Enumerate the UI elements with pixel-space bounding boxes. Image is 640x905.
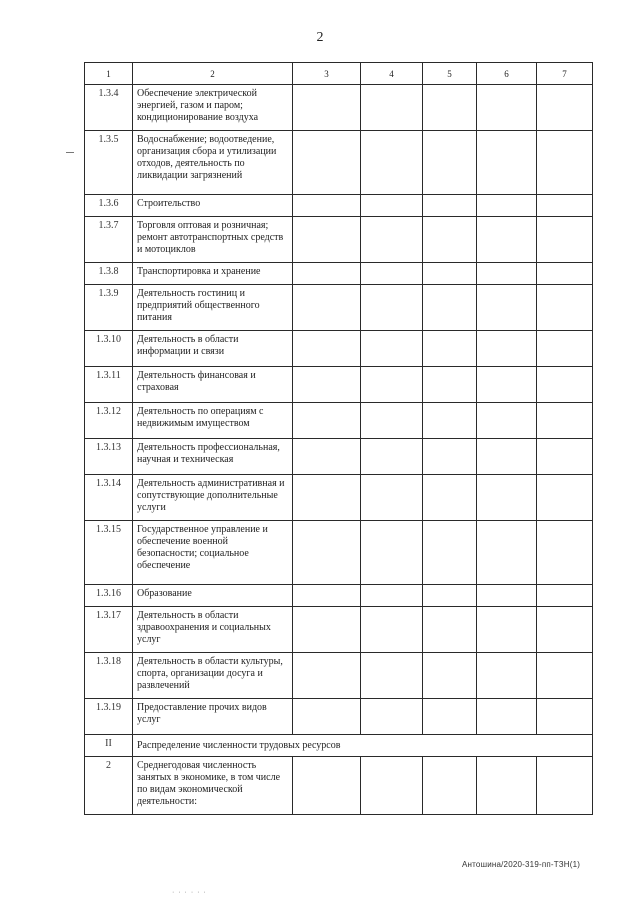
value-cell	[477, 757, 537, 815]
column-header: 3	[293, 63, 361, 85]
value-cell	[293, 131, 361, 195]
row-code: 1.3.11	[85, 367, 133, 403]
column-header: 4	[361, 63, 423, 85]
table-row	[85, 757, 593, 815]
value-cell	[293, 403, 361, 439]
row-name: Транспортировка и хранение	[133, 263, 293, 285]
value-cell	[423, 367, 477, 403]
row-code: 1.3.4	[85, 85, 133, 131]
row-name: Деятельность профессиональная, научная и техническая	[133, 439, 293, 475]
table-row	[85, 131, 593, 195]
value-cell	[477, 331, 537, 367]
value-cell	[361, 699, 423, 735]
section-code: II	[85, 735, 133, 757]
value-cell	[537, 367, 593, 403]
row-name: Предоставление прочих видов услуг	[133, 699, 293, 735]
table-row	[85, 607, 593, 653]
document-code: Антошина/2020-319-пп-ТЗН(1)	[462, 860, 581, 869]
value-cell	[361, 439, 423, 475]
value-cell	[293, 585, 361, 607]
column-header: 2	[133, 63, 293, 85]
value-cell	[361, 607, 423, 653]
value-cell	[537, 521, 593, 585]
value-cell	[537, 217, 593, 263]
table-row	[85, 263, 593, 285]
value-cell	[423, 757, 477, 815]
table-row	[85, 403, 593, 439]
value-cell	[537, 263, 593, 285]
value-cell	[293, 263, 361, 285]
table-row	[85, 85, 593, 131]
row-name: Государственное управление и обеспечение военной безопасности; социальное обеспечение	[133, 521, 293, 585]
value-cell	[361, 521, 423, 585]
value-cell	[293, 85, 361, 131]
column-header: 1	[85, 63, 133, 85]
value-cell	[537, 85, 593, 131]
indicators-table	[84, 62, 593, 815]
value-cell	[477, 521, 537, 585]
table-header-row	[85, 63, 593, 85]
table-row	[85, 217, 593, 263]
value-cell	[477, 367, 537, 403]
value-cell	[423, 285, 477, 331]
value-cell	[477, 475, 537, 521]
value-cell	[537, 585, 593, 607]
value-cell	[361, 403, 423, 439]
value-cell	[423, 439, 477, 475]
value-cell	[423, 217, 477, 263]
row-name: Деятельность в области информации и связи	[133, 331, 293, 367]
table-row	[85, 367, 593, 403]
value-cell	[423, 699, 477, 735]
value-cell	[537, 699, 593, 735]
table-row	[85, 699, 593, 735]
value-cell	[293, 607, 361, 653]
value-cell	[361, 367, 423, 403]
table-row	[85, 585, 593, 607]
value-cell	[537, 131, 593, 195]
row-name: Водоснабжение; водоотведение, организация сбора и утилизации отходов, деятельность по ликвидации загрязнений	[133, 131, 293, 195]
value-cell	[293, 521, 361, 585]
row-name: Деятельность в области здравоохранения и социальных услуг	[133, 607, 293, 653]
value-cell	[293, 757, 361, 815]
column-header: 7	[537, 63, 593, 85]
value-cell	[361, 195, 423, 217]
row-name: Образование	[133, 585, 293, 607]
row-name: Строительство	[133, 195, 293, 217]
row-name: Среднегодовая численность занятых в экономике, в том числе по видам экономической деятельности:	[133, 757, 293, 815]
value-cell	[477, 195, 537, 217]
row-name: Деятельность финансовая и страховая	[133, 367, 293, 403]
row-code: 1.3.9	[85, 285, 133, 331]
value-cell	[423, 195, 477, 217]
value-cell	[477, 131, 537, 195]
value-cell	[477, 263, 537, 285]
value-cell	[537, 757, 593, 815]
value-cell	[477, 585, 537, 607]
row-code: 1.3.16	[85, 585, 133, 607]
value-cell	[537, 607, 593, 653]
value-cell	[537, 653, 593, 699]
value-cell	[361, 285, 423, 331]
value-cell	[423, 653, 477, 699]
value-cell	[293, 217, 361, 263]
value-cell	[423, 585, 477, 607]
value-cell	[423, 85, 477, 131]
value-cell	[477, 217, 537, 263]
table-row	[85, 475, 593, 521]
value-cell	[361, 263, 423, 285]
value-cell	[477, 607, 537, 653]
value-cell	[361, 475, 423, 521]
value-cell	[537, 331, 593, 367]
row-code: 1.3.10	[85, 331, 133, 367]
column-header: 5	[423, 63, 477, 85]
value-cell	[293, 653, 361, 699]
value-cell	[537, 285, 593, 331]
row-code: 1.3.17	[85, 607, 133, 653]
column-header: 6	[477, 63, 537, 85]
page-number: 2	[316, 30, 324, 45]
table-row	[85, 195, 593, 217]
table-row	[85, 653, 593, 699]
scan-artifact: · · · · · ·	[172, 889, 207, 896]
row-code: 2	[85, 757, 133, 815]
value-cell	[423, 475, 477, 521]
value-cell	[537, 475, 593, 521]
value-cell	[537, 195, 593, 217]
value-cell	[361, 331, 423, 367]
row-code: 1.3.12	[85, 403, 133, 439]
row-name: Деятельность административная и сопутствующие дополнительные услуги	[133, 475, 293, 521]
value-cell	[477, 285, 537, 331]
row-code: 1.3.13	[85, 439, 133, 475]
value-cell	[361, 757, 423, 815]
row-name: Деятельность по операциям с недвижимым имуществом	[133, 403, 293, 439]
value-cell	[423, 607, 477, 653]
value-cell	[423, 131, 477, 195]
table-row	[85, 439, 593, 475]
margin-mark	[66, 152, 74, 153]
value-cell	[423, 331, 477, 367]
row-name: Обеспечение электрической энергией, газом и паром; кондиционирование воздуха	[133, 85, 293, 131]
row-code: 1.3.8	[85, 263, 133, 285]
section-row	[85, 735, 593, 757]
table-row	[85, 285, 593, 331]
value-cell	[361, 85, 423, 131]
value-cell	[361, 585, 423, 607]
value-cell	[537, 403, 593, 439]
row-code: 1.3.7	[85, 217, 133, 263]
value-cell	[293, 195, 361, 217]
value-cell	[361, 131, 423, 195]
value-cell	[423, 263, 477, 285]
value-cell	[361, 653, 423, 699]
value-cell	[477, 439, 537, 475]
value-cell	[293, 331, 361, 367]
value-cell	[477, 85, 537, 131]
value-cell	[293, 367, 361, 403]
row-code: 1.3.14	[85, 475, 133, 521]
row-name: Деятельность в области культуры, спорта, организации досуга и развлечений	[133, 653, 293, 699]
value-cell	[537, 439, 593, 475]
value-cell	[477, 699, 537, 735]
value-cell	[423, 521, 477, 585]
row-name: Деятельность гостиниц и предприятий общественного питания	[133, 285, 293, 331]
value-cell	[423, 403, 477, 439]
row-code: 1.3.18	[85, 653, 133, 699]
value-cell	[361, 217, 423, 263]
value-cell	[293, 475, 361, 521]
row-code: 1.3.5	[85, 131, 133, 195]
row-code: 1.3.15	[85, 521, 133, 585]
value-cell	[293, 439, 361, 475]
value-cell	[293, 285, 361, 331]
row-code: 1.3.19	[85, 699, 133, 735]
row-name: Торговля оптовая и розничная; ремонт автотранспортных средств и мотоциклов	[133, 217, 293, 263]
value-cell	[477, 653, 537, 699]
row-code: 1.3.6	[85, 195, 133, 217]
value-cell	[477, 403, 537, 439]
table-row	[85, 521, 593, 585]
section-title: Распределение численности трудовых ресурсов	[133, 735, 593, 757]
value-cell	[293, 699, 361, 735]
table-row	[85, 331, 593, 367]
